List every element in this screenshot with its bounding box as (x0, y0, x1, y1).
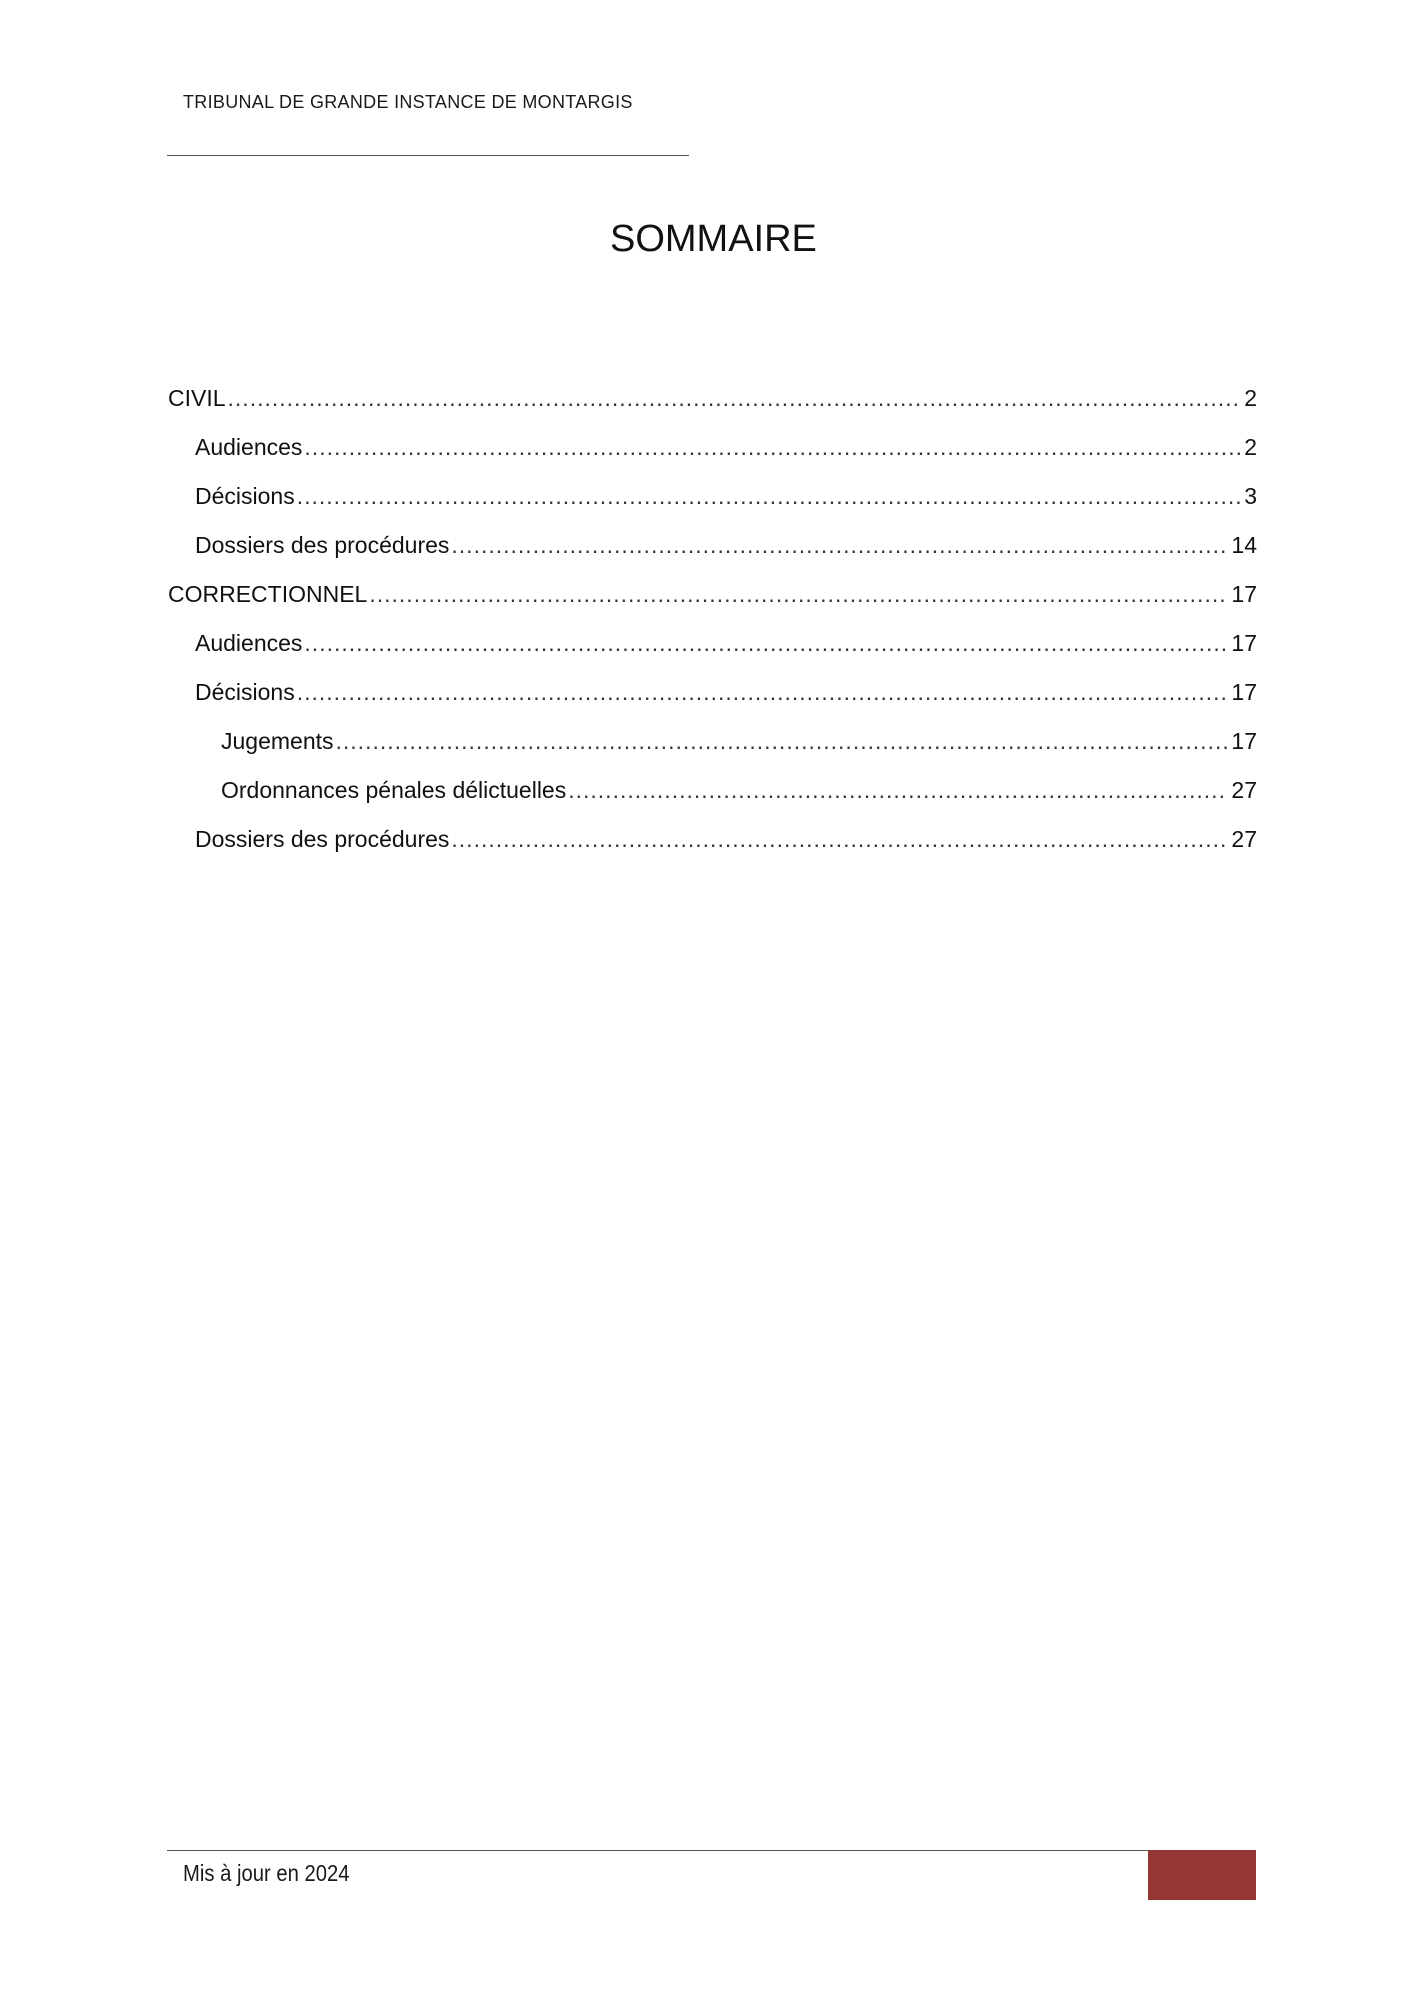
toc-entry[interactable] (168, 385, 1257, 434)
toc-entry-label: CORRECTIONNEL (168, 581, 368, 607)
toc-entry[interactable] (168, 434, 1257, 483)
toc-entry[interactable] (168, 728, 1257, 777)
toc-entry-page: 17 (1231, 581, 1257, 607)
toc-dot-leader (228, 385, 1242, 412)
toc-entry-label: Dossiers des procédures (195, 826, 450, 852)
toc-entry-label: Décisions (195, 679, 295, 705)
toc-entry-label: Décisions (195, 483, 295, 509)
toc-entry[interactable] (168, 777, 1257, 826)
toc-entry-page: 27 (1231, 777, 1257, 803)
header-divider (167, 155, 689, 156)
toc-entry-page: 17 (1231, 679, 1257, 705)
toc-entry-page: 17 (1231, 630, 1257, 656)
page-header: TRIBUNAL DE GRANDE INSTANCE DE MONTARGIS (183, 92, 633, 112)
toc-entry[interactable] (168, 630, 1257, 679)
toc-dot-leader (369, 581, 1228, 608)
toc-dot-leader (304, 630, 1228, 657)
table-of-contents (168, 385, 1257, 875)
toc-entry-label: Jugements (221, 728, 334, 754)
toc-entry-label: Audiences (195, 434, 303, 460)
toc-entry[interactable] (168, 826, 1257, 875)
toc-dot-leader (336, 728, 1229, 755)
toc-dot-leader (297, 679, 1229, 706)
toc-entry[interactable] (168, 532, 1257, 581)
toc-dot-leader (451, 826, 1228, 853)
toc-entry-page: 14 (1231, 532, 1257, 558)
toc-entry-label: Audiences (195, 630, 303, 656)
footer-accent-block (1148, 1850, 1256, 1900)
footer-divider (167, 1850, 1148, 1851)
toc-entry-page: 27 (1231, 826, 1257, 852)
toc-entry-label: Ordonnances pénales délictuelles (221, 777, 567, 803)
page-title: SOMMAIRE (610, 218, 817, 260)
toc-entry[interactable] (168, 483, 1257, 532)
toc-entry-page: 2 (1244, 434, 1257, 460)
toc-dot-leader (304, 434, 1241, 461)
footer-update-note: Mis à jour en 2024 (183, 1860, 350, 1886)
toc-dot-leader (451, 532, 1228, 559)
toc-entry[interactable] (168, 581, 1257, 630)
toc-entry-label: Dossiers des procédures (195, 532, 450, 558)
toc-dot-leader (568, 777, 1228, 804)
toc-entry-page: 2 (1244, 385, 1257, 411)
toc-dot-leader (297, 483, 1241, 510)
toc-entry-page: 3 (1244, 483, 1257, 509)
toc-entry[interactable] (168, 679, 1257, 728)
toc-entry-label: CIVIL (168, 385, 226, 411)
toc-entry-page: 17 (1231, 728, 1257, 754)
